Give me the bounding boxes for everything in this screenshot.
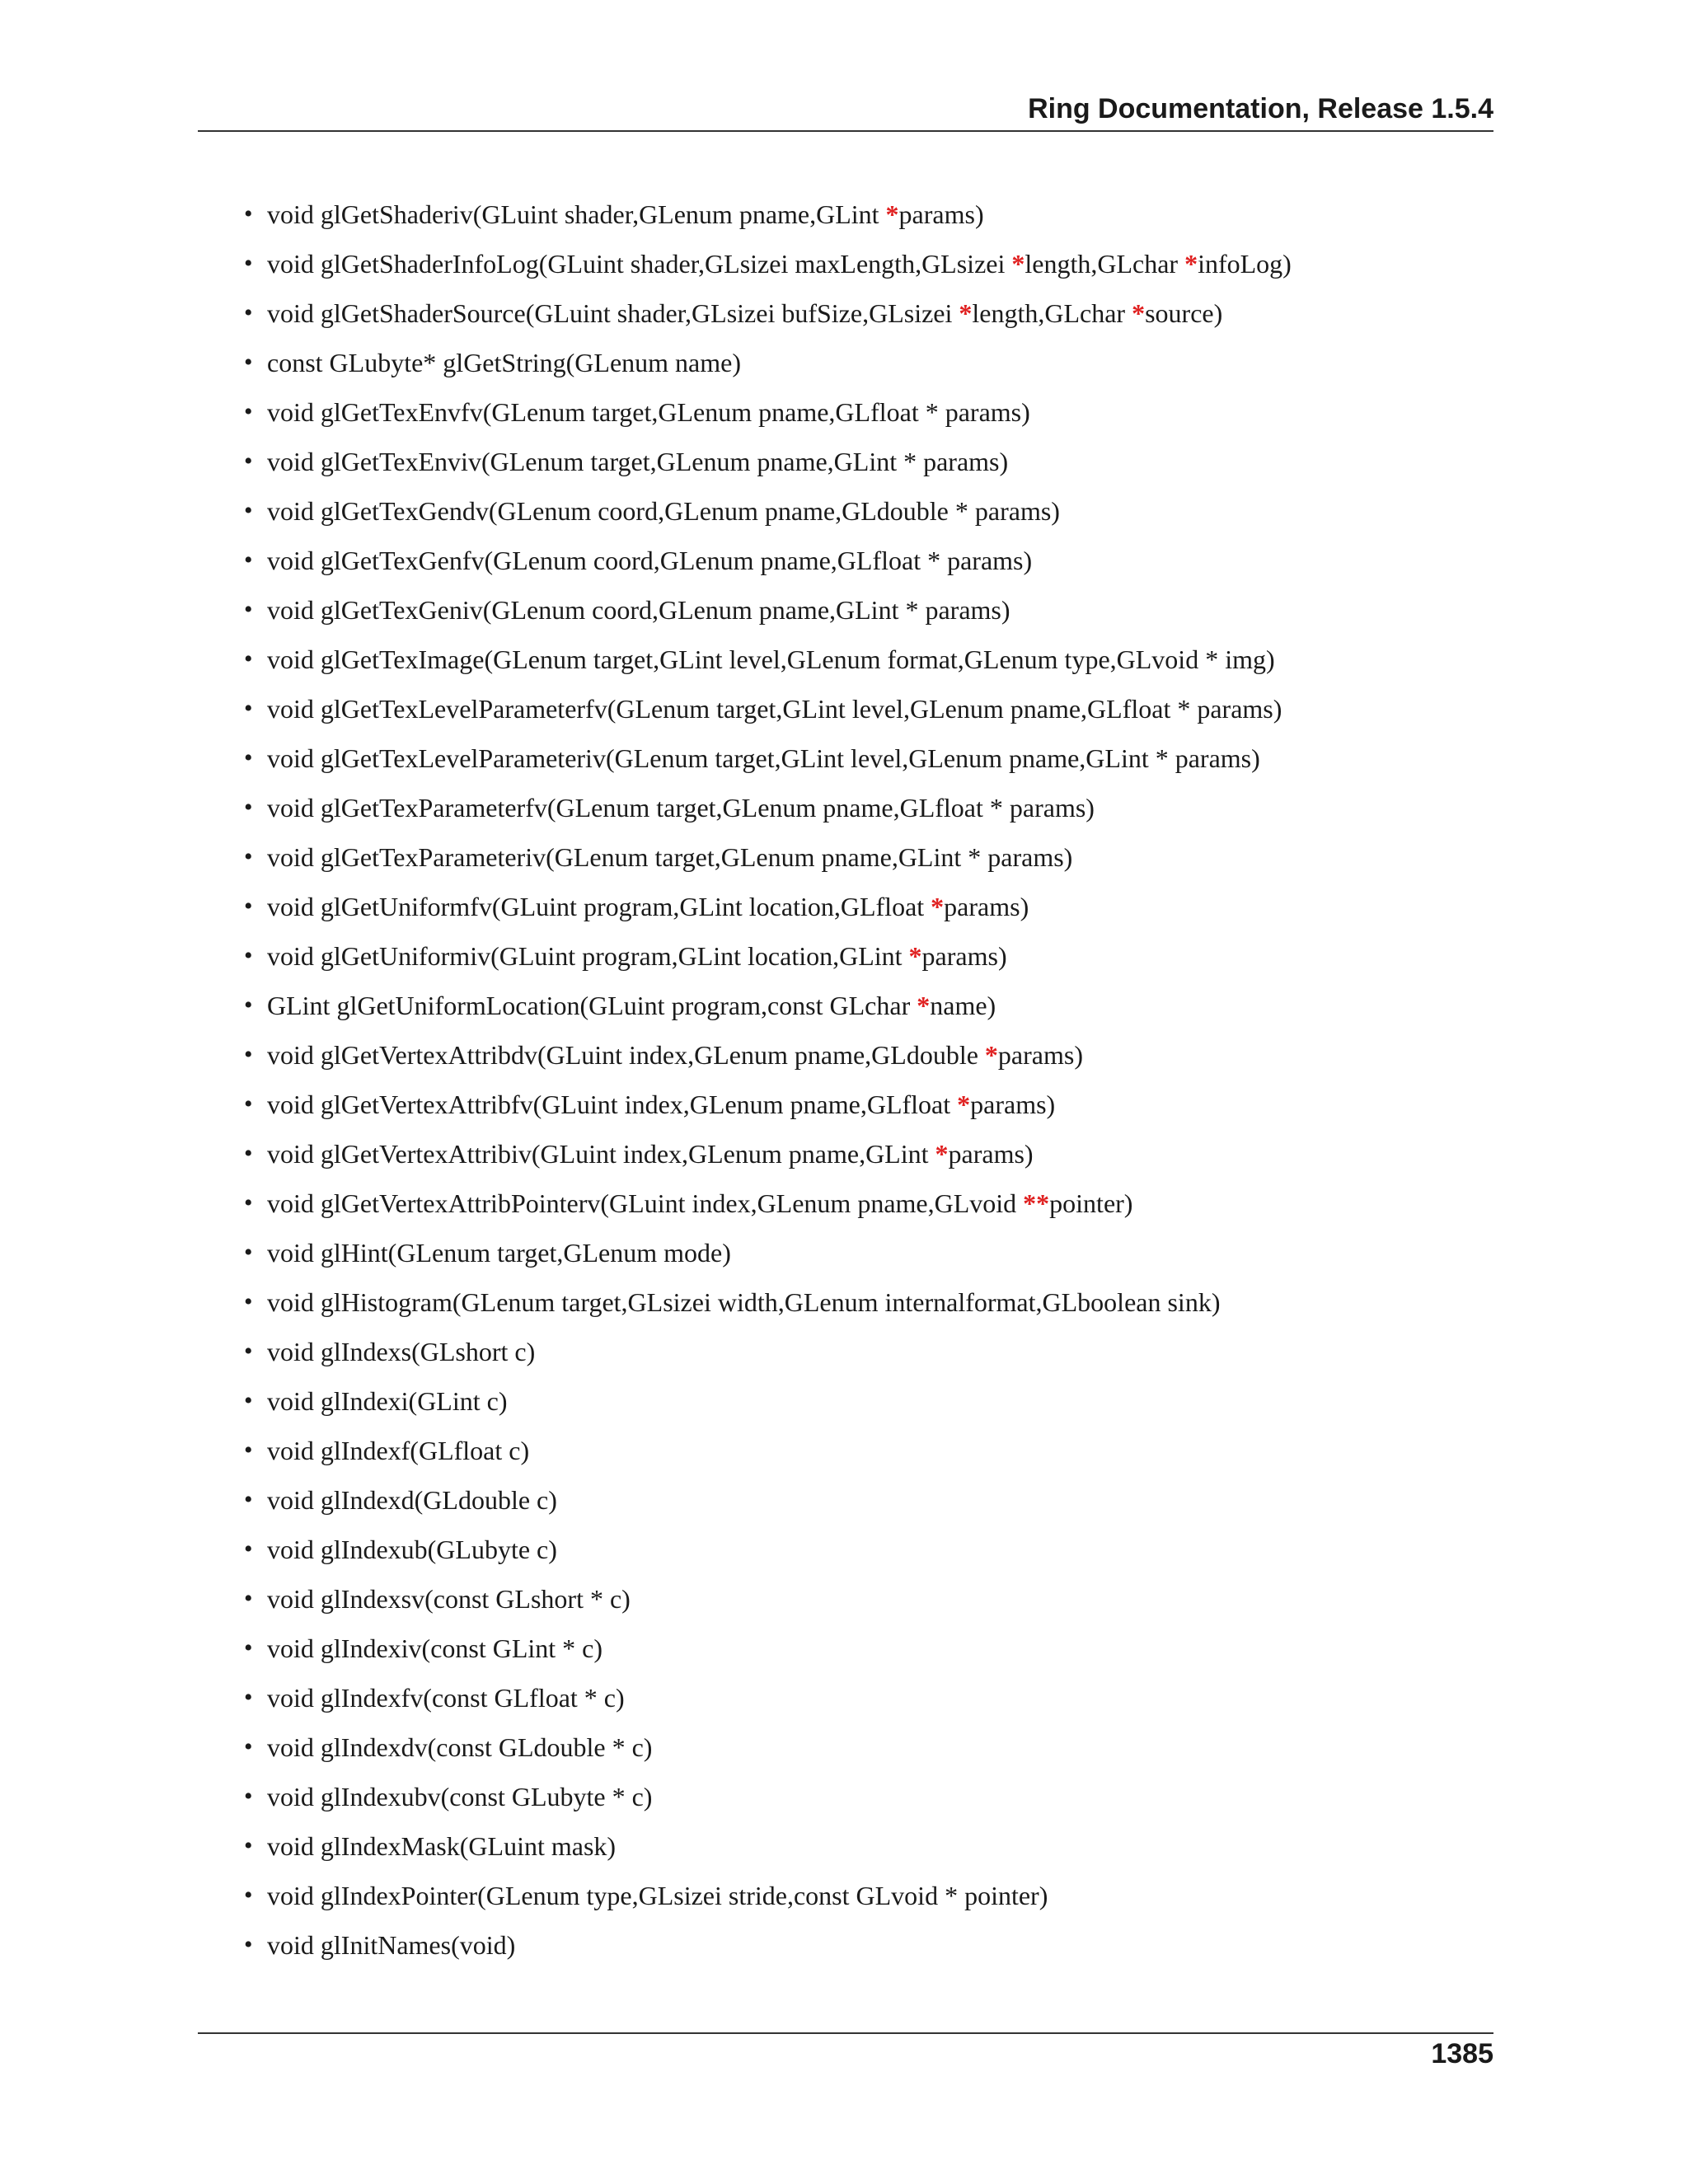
function-signature-text: void glGetVertexAttribfv(GLuint index,GLenum pname,GLfloat xyxy=(267,1090,958,1119)
function-signature-text: void glIndexsv(const GLshort * c) xyxy=(267,1584,631,1614)
bullet-icon: • xyxy=(244,1041,253,1068)
bullet-icon: • xyxy=(244,794,253,821)
function-signature-text: params) xyxy=(997,1040,1083,1070)
function-signature-text: void glGetVertexAttribdv(GLuint index,GLenum pname,GLdouble xyxy=(267,1040,985,1070)
pointer-asterisk: * xyxy=(931,892,945,921)
bullet-icon: • xyxy=(244,1387,253,1414)
pointer-asterisk: * xyxy=(1184,249,1198,279)
function-signature-text: void glGetTexLevelParameterfv(GLenum target,GLint level,GLenum pname,GLfloat * params) xyxy=(267,694,1282,724)
function-signature-text: const GLubyte* glGetString(GLenum name) xyxy=(267,348,741,377)
function-signature-text: void glGetUniformfv(GLuint program,GLint location,GLfloat xyxy=(267,892,931,921)
function-signature-text: void glGetTexEnvfv(GLenum target,GLenum pname,GLfloat * params) xyxy=(267,397,1030,427)
function-signature-text: params) xyxy=(921,941,1007,971)
bullet-icon: • xyxy=(244,942,253,969)
pointer-asterisk: * xyxy=(984,1040,998,1070)
bullet-icon: • xyxy=(244,1733,253,1760)
list-item xyxy=(244,1879,1493,1929)
bullet-icon: • xyxy=(244,299,253,326)
pointer-asterisk: * xyxy=(959,298,973,328)
list-item xyxy=(244,1929,1493,1978)
list-item xyxy=(244,841,1493,890)
bullet-icon: • xyxy=(244,1535,253,1563)
bullet-icon: • xyxy=(244,645,253,673)
function-signature-text: void glIndexd(GLdouble c) xyxy=(267,1485,557,1515)
bullet-icon: • xyxy=(244,1090,253,1118)
function-signature-text: void glHistogram(GLenum target,GLsizei width,GLenum internalformat,GLboolean sink) xyxy=(267,1287,1221,1317)
bullet-icon: • xyxy=(244,1882,253,1909)
list-item xyxy=(244,1385,1493,1434)
function-signature-text: void glGetTexLevelParameteriv(GLenum target,GLint level,GLenum pname,GLint * params) xyxy=(267,743,1260,773)
page-title: Ring Documentation, Release 1.5.4 xyxy=(1028,93,1493,124)
function-signature-text: length,GLchar xyxy=(972,298,1132,328)
bullet-icon: • xyxy=(244,1338,253,1365)
list-item xyxy=(244,1780,1493,1830)
list-item xyxy=(244,445,1493,494)
function-signature-text: void glIndexfv(const GLfloat * c) xyxy=(267,1683,625,1713)
function-signature-text: void glGetUniformiv(GLuint program,GLint location,GLint xyxy=(267,941,909,971)
function-signature-text: void glGetTexGeniv(GLenum coord,GLenum pname,GLint * params) xyxy=(267,595,1010,625)
list-item xyxy=(244,297,1493,346)
bullet-icon: • xyxy=(244,546,253,574)
pointer-asterisk: * xyxy=(908,941,922,971)
function-signature-text: infoLog) xyxy=(1198,249,1292,279)
bullet-icon: • xyxy=(244,497,253,524)
list-item xyxy=(244,1187,1493,1236)
list-item xyxy=(244,1483,1493,1533)
page-number: 1385 xyxy=(1431,2038,1493,2069)
function-signature-text: void glGetShaderiv(GLuint shader,GLenum pname,GLint xyxy=(267,199,886,229)
function-signature-text: void glGetTexGendv(GLenum coord,GLenum pname,GLdouble * params) xyxy=(267,496,1060,526)
bullet-icon: • xyxy=(244,1783,253,1810)
list-item xyxy=(244,247,1493,297)
function-signature-text: source) xyxy=(1145,298,1223,328)
function-signature-text: void glGetShaderInfoLog(GLuint shader,GLsizei maxLength,GLsizei xyxy=(267,249,1012,279)
bullet-icon: • xyxy=(244,1189,253,1216)
function-signature-text: params) xyxy=(948,1139,1034,1169)
function-signature-text: void glIndexPointer(GLenum type,GLsizei stride,const GLvoid * pointer) xyxy=(267,1881,1048,1910)
bullet-icon: • xyxy=(244,1634,253,1661)
list-item xyxy=(244,1830,1493,1879)
function-signature-text: void glGetShaderSource(GLuint shader,GLsizei bufSize,GLsizei xyxy=(267,298,959,328)
list-item xyxy=(244,791,1493,841)
function-signature-text: params) xyxy=(898,199,984,229)
footer-rule xyxy=(198,2032,1493,2034)
function-signature-text: void glGetVertexAttribiv(GLuint index,GLenum pname,GLint xyxy=(267,1139,935,1169)
list-item xyxy=(244,643,1493,692)
bullet-icon: • xyxy=(244,1931,253,1958)
list-item xyxy=(244,1533,1493,1582)
function-list xyxy=(244,198,1493,1978)
list-item xyxy=(244,1632,1493,1681)
function-signature-text: void glGetTexParameterfv(GLenum target,GLenum pname,GLfloat * params) xyxy=(267,793,1095,823)
function-signature-text: void glIndexMask(GLuint mask) xyxy=(267,1831,617,1861)
list-item xyxy=(244,544,1493,593)
bullet-icon: • xyxy=(244,250,253,277)
function-signature-text: void glIndexiv(const GLint * c) xyxy=(267,1633,603,1663)
pointer-asterisk: ** xyxy=(1023,1188,1050,1218)
bullet-icon: • xyxy=(244,991,253,1019)
bullet-icon: • xyxy=(244,843,253,870)
list-item xyxy=(244,346,1493,396)
bullet-icon: • xyxy=(244,1239,253,1266)
bullet-icon: • xyxy=(244,448,253,475)
function-signature-text: params) xyxy=(970,1090,1056,1119)
function-signature-text: void glGetVertexAttribPointerv(GLuint index,GLenum pname,GLvoid xyxy=(267,1188,1024,1218)
list-item xyxy=(244,1681,1493,1731)
bullet-icon: • xyxy=(244,200,253,227)
pointer-asterisk: * xyxy=(885,199,899,229)
pointer-asterisk: * xyxy=(1011,249,1025,279)
bullet-icon: • xyxy=(244,596,253,623)
function-signature-text: void glGetTexGenfv(GLenum coord,GLenum pname,GLfloat * params) xyxy=(267,546,1033,575)
function-signature-text: GLint glGetUniformLocation(GLuint program,const GLchar xyxy=(267,991,917,1020)
pointer-asterisk: * xyxy=(935,1139,949,1169)
list-item xyxy=(244,1236,1493,1286)
bullet-icon: • xyxy=(244,893,253,920)
function-signature-text: length,GLchar xyxy=(1025,249,1185,279)
list-item xyxy=(244,742,1493,791)
bullet-icon: • xyxy=(244,1684,253,1711)
list-item xyxy=(244,1335,1493,1385)
list-item xyxy=(244,1434,1493,1483)
list-item xyxy=(244,989,1493,1038)
bullet-icon: • xyxy=(244,1486,253,1513)
function-signature-text: void glGetTexEnviv(GLenum target,GLenum pname,GLint * params) xyxy=(267,447,1009,476)
bullet-icon: • xyxy=(244,1585,253,1612)
function-signature-text: void glIndexs(GLshort c) xyxy=(267,1337,536,1366)
bullet-icon: • xyxy=(244,1832,253,1859)
list-item xyxy=(244,1038,1493,1088)
page-header xyxy=(198,92,1493,132)
pointer-asterisk: * xyxy=(957,1090,971,1119)
function-signature-text: void glInitNames(void) xyxy=(267,1930,516,1960)
bullet-icon: • xyxy=(244,1436,253,1464)
bullet-icon: • xyxy=(244,398,253,425)
function-signature-text: void glGetTexParameteriv(GLenum target,GLenum pname,GLint * params) xyxy=(267,842,1073,872)
bullet-icon: • xyxy=(244,744,253,771)
list-item xyxy=(244,890,1493,940)
function-signature-text: params) xyxy=(944,892,1029,921)
bullet-icon: • xyxy=(244,695,253,722)
bullet-icon: • xyxy=(244,349,253,376)
list-item xyxy=(244,1731,1493,1780)
pointer-asterisk: * xyxy=(917,991,931,1020)
list-item xyxy=(244,1582,1493,1632)
list-item xyxy=(244,692,1493,742)
function-signature-text: name) xyxy=(930,991,996,1020)
pointer-asterisk: * xyxy=(1132,298,1146,328)
list-item xyxy=(244,593,1493,643)
bullet-icon: • xyxy=(244,1140,253,1167)
function-signature-text: void glIndexi(GLint c) xyxy=(267,1386,508,1416)
function-signature-text: void glHint(GLenum target,GLenum mode) xyxy=(267,1238,731,1268)
bullet-icon: • xyxy=(244,1288,253,1315)
list-item xyxy=(244,940,1493,989)
function-signature-text: void glIndexf(GLfloat c) xyxy=(267,1436,530,1465)
function-signature-text: void glGetTexImage(GLenum target,GLint level,GLenum format,GLenum type,GLvoid * img) xyxy=(267,644,1275,674)
function-signature-text: void glIndexubv(const GLubyte * c) xyxy=(267,1782,653,1811)
list-item xyxy=(244,1137,1493,1187)
list-item xyxy=(244,1286,1493,1335)
function-signature-text: pointer) xyxy=(1049,1188,1133,1218)
list-item xyxy=(244,494,1493,544)
function-signature-text: void glIndexdv(const GLdouble * c) xyxy=(267,1732,653,1762)
list-item xyxy=(244,198,1493,247)
function-signature-text: void glIndexub(GLubyte c) xyxy=(267,1535,557,1564)
list-item xyxy=(244,1088,1493,1137)
list-item xyxy=(244,396,1493,445)
